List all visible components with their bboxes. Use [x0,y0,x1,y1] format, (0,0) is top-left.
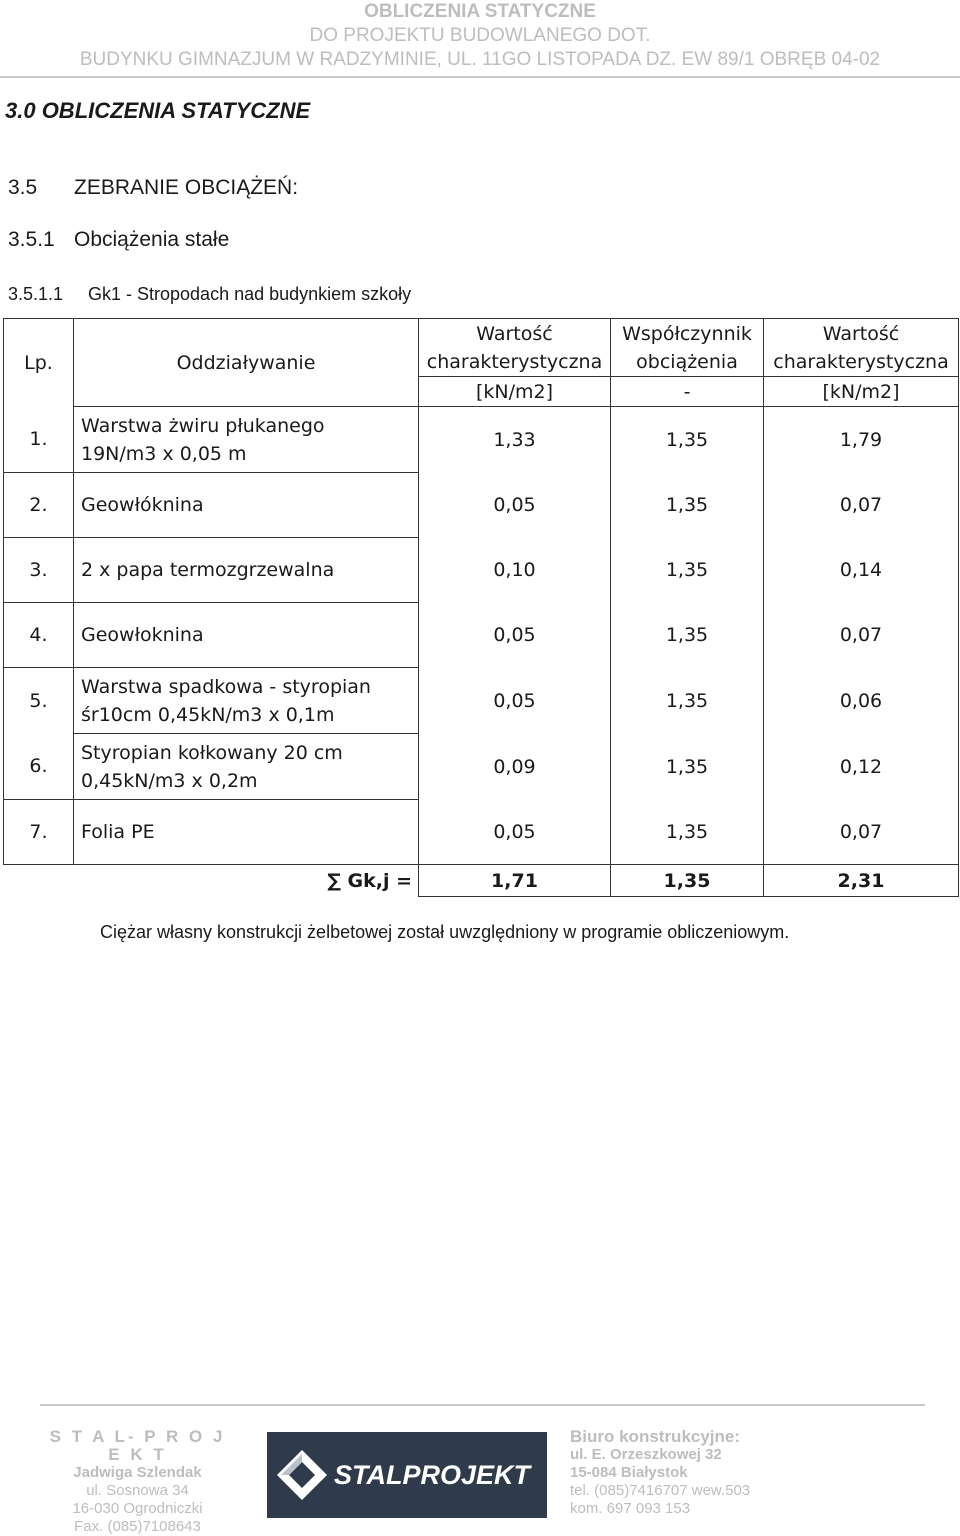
row-lp: 3. [4,538,74,603]
row-name: Warstwa żwiru płukanego 19N/m3 x 0,05 m [74,407,419,473]
sum-coefficient: 1,35 [611,865,764,897]
header-value-design: Wartość charakterystyczna [764,319,959,377]
section-title-main: 3.0 OBLICZENIA STATYCZNE [5,98,311,123]
footnote: Ciężar własny konstrukcji żelbetowej został uwzględniony w programie obliczeniowym. [100,922,790,942]
row-lp: 7. [4,800,74,865]
header-project: BUDYNKU GIMNAZJUM W RADZYMINIE, UL. 11GO LISTOPADA DZ. EW 89/1 OBRĘB 04-02 [79,49,881,70]
row-name: 2 x papa termozgrzewalna [74,538,419,603]
logo-mark-icon [267,1432,547,1518]
company-person: Jadwiga Szlendak [73,1464,202,1481]
row-name: Geowłóknina [74,473,419,538]
section-heading-3-5-1-1 [8,284,411,305]
footer-company [40,1428,235,1536]
header-value-char: Wartość charakterystyczna [419,319,611,377]
unit-value-char: [kN/m2] [419,377,611,407]
row-name: Folia PE [74,800,419,865]
row-value-design: 0,07 [764,800,959,865]
footer-office [570,1428,750,1518]
row-name: Styropian kołkowany 20 cm 0,45kN/m3 x 0,2m [74,734,419,800]
section-number: 3.5 [8,176,38,199]
row-coefficient: 1,35 [611,734,764,800]
sum-value-design: 2,31 [764,865,959,897]
row-name: Geowłoknina [74,603,419,668]
section-title: ZEBRANIE OBCIĄŻEŃ: [74,176,299,199]
table-sum-row [4,865,959,897]
stalprojekt-logo [267,1432,547,1518]
office-city: 15-084 Białystok [570,1464,688,1481]
row-lp: 1. [4,407,74,473]
section-number: 3.5.1 [8,228,55,251]
row-lp: 5. [4,668,74,734]
row-value-design: 1,79 [764,407,959,473]
row-value-char: 0,05 [419,800,611,865]
sum-label: ∑ Gk,j = [74,865,419,897]
unit-value-design: [kN/m2] [764,377,959,407]
svg-text:STALPROJEKT: STALPROJEKT [333,1460,531,1490]
row-name: Warstwa spadkowa - styropian śr10cm 0,45kN/m3 x 0,1m [74,668,419,734]
header-subtitle: DO PROJEKTU BUDOWLANEGO DOT. [309,25,651,46]
section-title: Obciążenia stałe [74,228,230,251]
office-title: Biuro konstrukcyjne: [570,1427,741,1446]
row-coefficient: 1,35 [611,668,764,734]
row-value-design: 0,12 [764,734,959,800]
company-street: ul. Sosnowa 34 [86,1482,189,1499]
table-row [4,538,959,603]
section-number: 3.5.1.1 [8,284,64,304]
row-coefficient: 1,35 [611,407,764,473]
row-value-char: 0,05 [419,603,611,668]
header-title: OBLICZENIA STATYCZNE [364,1,596,22]
unit-coefficient: - [611,377,764,407]
table-row [4,473,959,538]
header-coefficient: Współczynnik obciążenia [611,319,764,377]
row-value-char: 0,10 [419,538,611,603]
header-lp: Lp. [4,319,74,407]
row-value-char: 0,05 [419,473,611,538]
row-value-design: 0,07 [764,603,959,668]
table-row [4,734,959,800]
row-lp: 6. [4,734,74,800]
footer-divider [40,1404,925,1406]
table-row [4,603,959,668]
sum-value-char: 1,71 [419,865,611,897]
table-row [4,407,959,473]
company-city: 16-030 Ogrodniczki [72,1500,203,1517]
table-row [4,800,959,865]
table-row [4,668,959,734]
row-lp: 2. [4,473,74,538]
company-fax: Fax. (085)7108643 [74,1518,201,1535]
company-name: S T A L- P R O J E K T [49,1427,226,1464]
row-value-char: 1,33 [419,407,611,473]
row-lp: 4. [4,603,74,668]
row-coefficient: 1,35 [611,473,764,538]
row-coefficient: 1,35 [611,603,764,668]
row-coefficient: 1,35 [611,800,764,865]
row-value-design: 0,14 [764,538,959,603]
header-divider [0,76,960,78]
row-coefficient: 1,35 [611,538,764,603]
section-title: Gk1 - Stropodach nad budynkiem szkoły [88,284,412,304]
section-heading-3-5-1 [8,228,229,252]
header-name: Oddziaływanie [74,319,419,407]
table-header-row [4,319,959,377]
office-phone: tel. (085)7416707 wew.503 [570,1482,751,1499]
row-value-char: 0,09 [419,734,611,800]
section-heading-3-5 [8,176,298,200]
row-value-char: 0,05 [419,668,611,734]
office-street: ul. E. Orzeszkowej 32 [570,1446,722,1463]
loads-table [3,318,959,897]
office-mobile: kom. 697 093 153 [570,1500,691,1517]
page-header [0,0,960,72]
row-value-design: 0,06 [764,668,959,734]
row-value-design: 0,07 [764,473,959,538]
